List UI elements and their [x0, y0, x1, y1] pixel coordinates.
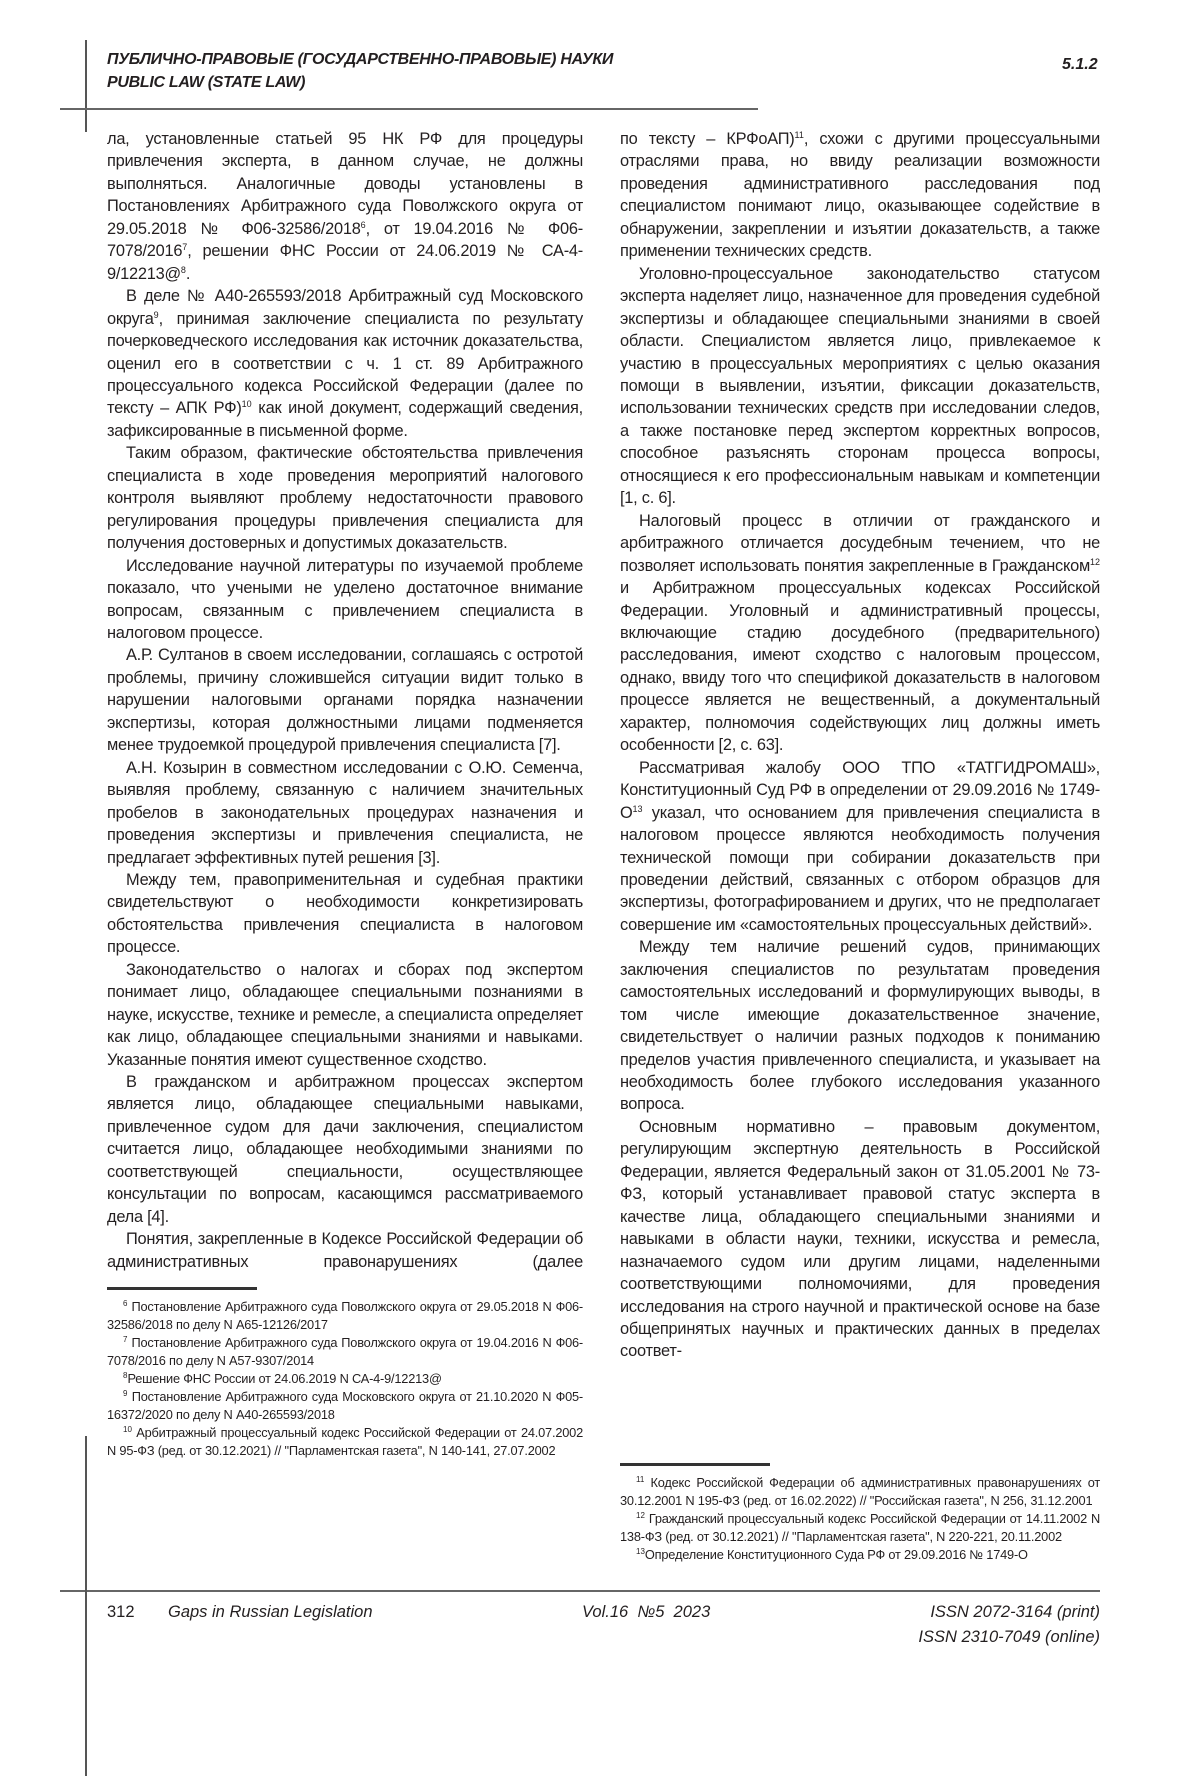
section-code: 5.1.2: [1062, 56, 1098, 74]
footnote: [620, 1546, 1100, 1564]
right-column: [620, 128, 1100, 1564]
footnote-ref: 9: [154, 310, 159, 320]
footnote-ref: 13: [633, 804, 643, 814]
text-run: ла, установленные статьей 95 НК РФ для процедуры привлечения эксперта, в данном случае, не должны выполняться. Аналогичные доводы установлены в Постановлениях Арбитражного суда Поволжского округа от 29.05.2018 № Ф06-32586/2018: [107, 130, 583, 238]
footnote-ref: 6: [361, 220, 366, 230]
text-run: .: [186, 265, 190, 283]
footnote-ref: 8: [123, 1371, 127, 1380]
footnote-ref: 11: [794, 130, 803, 140]
footnote: [107, 1388, 583, 1424]
text-run: Понятия, закрепленные в Кодексе Российской Федерации об административных правонарушениях (далее: [107, 1230, 583, 1270]
footnote: [620, 1510, 1100, 1546]
footnote: [107, 1370, 583, 1388]
paragraph: [620, 936, 1100, 1116]
text-run: Между тем наличие решений судов, принимающих заключения специалистов по результатам проведения самостоятельных исследований и формулирующих выводы, в том числе имеющие доказательственное значение, свидетельствует о наличии разных подходов к пониманию пределов участия привлеченного специалиста, и указывает на необходимость более глубокого исследования указанного вопроса.: [620, 938, 1100, 1113]
page-footer: [0, 1590, 1200, 1670]
right-footnotes: [620, 1474, 1100, 1564]
text-run: Кодекс Российской Федерации об административных правонарушениях от 30.12.2001 N 195-ФЗ (ред. от 16.02.2022) // "Российская газета", N 256, 31.12.2001: [620, 1475, 1100, 1508]
text-run: Постановление Арбитражного суда Московского округа от 21.10.2020 N Ф05-16372/2020 по делу N А40-265593/2018: [107, 1389, 583, 1422]
paragraph: [620, 128, 1100, 263]
header-horizontal-rule: [60, 108, 758, 110]
paragraph: [107, 1228, 583, 1273]
paragraph: [107, 285, 583, 442]
footnote: [107, 1424, 583, 1460]
paragraph: [107, 644, 583, 756]
text-run: по тексту – КРФоАП): [620, 130, 794, 148]
paragraph: [107, 757, 583, 869]
text-run: , от 19.04.2016 № Ф06-7078/2016: [107, 220, 583, 260]
left-footnotes: [107, 1298, 583, 1460]
paragraph: [107, 1071, 583, 1228]
footnote-ref: 7: [123, 1335, 127, 1344]
issn-online: ISSN 2310-7049 (online): [918, 1625, 1100, 1650]
paragraph: [107, 869, 583, 959]
text-run: , принимая заключение специалиста по результату почерковедческого исследования как источник доказательства, оценил его в соответствии с ч. 1 ст. 89 Арбитражного процессуального кодекса Российской Федерации (далее по тексту – АПК РФ): [107, 310, 583, 418]
text-run: А.Н. Козырин в совместном исследовании с О.Ю. Семенча, выявляя проблему, связанную с наличием значительных пробелов в законодательных процедурах назначения и проведения экспертизы и привлечения специалиста, не предлагает эффективных путей решения [3].: [107, 759, 583, 867]
text-run: Законодательство о налогах и сборах под экспертом понимает лицо, обладающее специальными познаниями в науке, искусстве, технике и ремесле, а специалиста определяет как лицо, обладающее специальными знаниями и навыками. Указанные понятия имеют существенное сходство.: [107, 961, 583, 1069]
two-column-body: [0, 128, 1100, 1564]
text-run: Таким образом, фактические обстоятельства привлечения специалиста в ходе проведения мероприятий налогового контроля выявляют проблему недостаточности правового регулирования процедуры привлечения специалиста для получения достоверных и допустимых доказательств.: [107, 444, 583, 552]
footnote-ref: 13: [636, 1547, 645, 1556]
text-run: Рассматривая жалобу ООО ТПО «ТАТГИДРОМАШ», Конституционный Суд РФ в определении от 29.09.2016 № 1749-О: [620, 759, 1100, 822]
footnote-ref: 8: [181, 265, 186, 275]
text-run: А.Р. Султанов в своем исследовании, соглашаясь с остротой проблемы, причину сложившейся ситуации видит только в нарушении налоговыми органами порядка назначении экспертизы, которая должностными лицами подменяется менее трудоемкой процедурой привлечения специалиста [7].: [107, 646, 583, 754]
footnote: [107, 1334, 583, 1370]
footnote-ref: 7: [182, 242, 187, 252]
text-run: Налоговый процесс в отличии от гражданского и арбитражного отличается досудебным течением, что не позволяет использовать понятия закрепленные в Гражданском: [620, 512, 1100, 575]
header-title-ru: ПУБЛИЧНО-ПРАВОВЫЕ (ГОСУДАРСТВЕННО-ПРАВОВЫЕ) НАУКИ: [107, 48, 613, 71]
text-run: В деле № А40-265593/2018 Арбитражный суд Московского округа: [107, 287, 583, 327]
paragraph: [620, 1116, 1100, 1363]
footnote: [107, 1298, 583, 1334]
footnote-ref: 6: [123, 1299, 127, 1308]
footnote-ref: 10: [242, 399, 252, 409]
footer-vertical-rule: [85, 1436, 87, 1776]
footnote-separator-left: [107, 1287, 257, 1290]
paragraph: [620, 510, 1100, 757]
text-run: Гражданский процессуальный кодекс Российской Федерации от 14.11.2002 N 138-ФЗ (ред. от 30.12.2021) // "Парламентская газета", N 220-221, 20.11.2002: [620, 1511, 1100, 1544]
paragraph: [107, 959, 583, 1071]
text-run: Исследование научной литературы по изучаемой проблеме показало, что учеными не уделено достаточное внимание вопросам, связанным с привлечением специалиста в налоговом процессе.: [107, 557, 583, 642]
paragraph: [107, 555, 583, 645]
text-run: как иной документ, содержащий сведения, зафиксированные в письменной форме.: [107, 399, 583, 439]
left-column: [107, 128, 583, 1460]
text-run: Постановление Арбитражного суда Поволжского округа от 29.05.2018 N Ф06-32586/2018 по делу N А65-12126/2017: [107, 1299, 583, 1332]
footnote: [620, 1474, 1100, 1510]
text-run: В гражданском и арбитражном процессах экспертом является лицо, обладающее специальными навыками, привлеченное судом для дачи заключения, специалистом считается лицо, обладающее необходимыми знаниями по соответствующей специальности, осуществляющее консультации по вопросам, касающимся рассматриваемого дела [4].: [107, 1073, 583, 1226]
paragraph: [107, 128, 583, 285]
text-run: Постановление Арбитражного суда Поволжского округа от 19.04.2016 N Ф06-7078/2016 по делу N А57-9307/2014: [107, 1335, 583, 1368]
left-text-column: [107, 128, 583, 1273]
footnote-ref: 10: [123, 1425, 132, 1434]
right-text-column: [620, 128, 1100, 1363]
text-run: Определение Конституционного Суда РФ от 29.09.2016 № 1749-О: [645, 1547, 1028, 1562]
page-header: [0, 0, 1200, 128]
text-run: Решение ФНС России от 24.06.2019 N СА-4-9/12213@: [127, 1371, 441, 1386]
text-run: , схожи с другими процессуальными отраслями права, но ввиду реализации возможности проведения административного расследования под специалистом понимают лицо, оказывающее содействие в обнаружении, закреплении и изъятии доказательств, а также применении технических средств.: [620, 130, 1100, 260]
text-run: и Арбитражном процессуальных кодексах Российской Федерации. Уголовный и административный процессы, включающие стадию досудебного (предварительного) расследования, имеют сходство с налоговым процессом, однако, ввиду того что спецификой доказательств в налоговом процессе является не вещественный, а документальный характер, полномочия содействующих лиц должны иметь особенности [2, с. 63].: [620, 579, 1100, 754]
text-run: указал, что основанием для привлечения специалиста в налоговом процессе являются необходимость получения технической помощи при собирании доказательств при проведении действий, связанных с отбором образцов для экспертизы, фотографированием и других, что не предполагает совершение им «самостоятельных процессуальных действий».: [620, 804, 1100, 934]
header-title-en: PUBLIC LAW (STATE LAW): [107, 71, 305, 94]
issue-info: Vol.16 №5 2023: [582, 1600, 710, 1625]
footer-horizontal-rule: [60, 1590, 1100, 1592]
paragraph: [620, 757, 1100, 937]
footnote-ref: 12: [1090, 557, 1100, 567]
footnote-ref: 11: [636, 1475, 644, 1484]
page-number: 312: [107, 1600, 135, 1625]
text-run: Между тем, правоприменительная и судебная практики свидетельствуют о необходимости конкретизировать обстоятельства привлечения специалиста в налоговом процессе.: [107, 871, 583, 956]
footnote-separator-right: [620, 1463, 770, 1466]
issn-print: ISSN 2072-3164 (print): [930, 1600, 1100, 1625]
text-run: Основным нормативно – правовым документом, регулирующим экспертную деятельность в Российской Федерации, является Федеральный закон от 31.05.2001 № 73-ФЗ, который устанавливает правовой статус эксперта в качестве лица, обладающего специальными знаниями и навыками в области науки, техники, искусства и ремесла, назначаемого судом или другим лицами, наделенными соответствующими полномочиями, для проведения исследования на строго научной и практической основе на базе общепринятых научных и практических данных в пределах соответ-: [620, 1118, 1100, 1361]
text-run: Арбитражный процессуальный кодекс Российской Федерации от 24.07.2002 N 95-ФЗ (ред. от 30.12.2021) // "Парламентская газета", N 140-141, 27.07.2002: [107, 1425, 583, 1458]
footnote-ref: 9: [123, 1389, 127, 1398]
footnote-ref: 12: [636, 1511, 645, 1520]
paragraph: [620, 263, 1100, 510]
text-run: , решении ФНС России от 24.06.2019 № СА-4-9/12213@: [107, 242, 583, 282]
journal-name: Gaps in Russian Legislation: [168, 1600, 373, 1625]
paragraph: [107, 442, 583, 554]
header-vertical-rule: [85, 40, 87, 132]
text-run: Уголовно-процессуальное законодательство статусом эксперта наделяет лицо, назначенное для проведения судебной экспертизы и обладающее специальными знаниями в своей области. Специалистом является лицо, привлекаемое к участию в процессуальных мероприятиях с целью оказания помощи в выявлении, изъятии, фиксации доказательств, использовании технических средств при исследовании следов, а также постановке перед экспертом корректных вопросов, способное разъяснять сторонам процесса вопросы, относящиеся к его профессиональным навыкам и компетенции [1, с. 6].: [620, 265, 1100, 508]
